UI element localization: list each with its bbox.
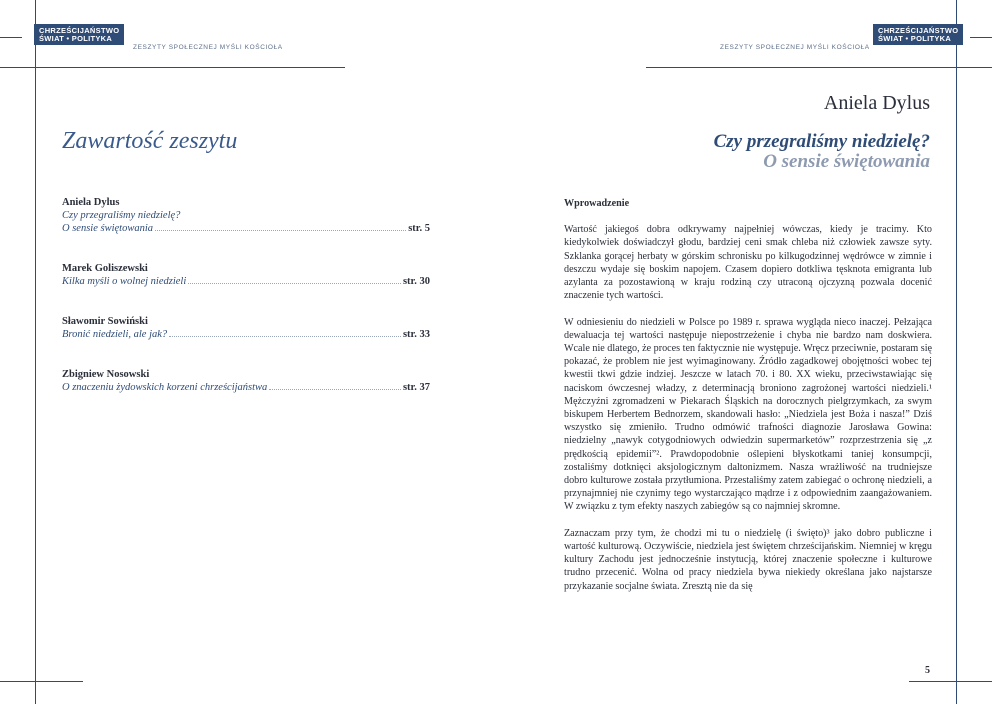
toc-title: Kilka myśli o wolnej niedzieli bbox=[62, 276, 187, 287]
paragraph: Zaznaczam przy tym, że chodzi mi tu o niedzielę (i święto)³ jako dobro publiczne i wartość kulturową. Oczywiście, niedziela jest świętem chrześcijańskim. Niemniej w kręgu kultury Zachodu jest jednocześnie instytucją, której znaczenie społeczne i kulturowe trudno przecenić. Wolna od pracy niedziela bywa niekiedy określana jako najstarsze przykazanie socjalne świata. Zresztą nie da się bbox=[564, 527, 932, 592]
toc-title: Bronić niedzieli, ale jak? bbox=[62, 329, 168, 340]
leader-dots bbox=[269, 389, 401, 390]
toc-entry[interactable] bbox=[62, 368, 430, 394]
brand-line2: ŚWIAT • POLITYKA bbox=[39, 34, 113, 43]
toc-page: str. 37 bbox=[402, 382, 430, 393]
toc-page: str. 5 bbox=[408, 223, 430, 234]
article-author: Aniela Dylus bbox=[823, 92, 930, 114]
toc-author: Marek Goliszewski bbox=[62, 263, 148, 274]
series-title: ZESZYTY SPOŁECZNEJ MYŚLI KOŚCIOŁA bbox=[133, 44, 283, 51]
toc-entry[interactable] bbox=[62, 196, 430, 235]
brand-logo bbox=[873, 24, 963, 45]
toc-author: Zbigniew Nosowski bbox=[62, 369, 150, 380]
paragraph: W odniesieniu do niedzieli w Polsce po 1989 r. sprawa wygląda nieco inaczej. Pełzająca dewaluacja tej wartości następuje niepostrzeżenie i chyba nie bardzo nam doskwiera. Wcale nie dlatego, że proces ten faktycznie nie występuje. Wręcz przeciwnie, postaram się pokazać, że problem nie jest wyimaginowany. Źródło zagadkowej obojętności wobec tej kwestii tkwi gdzie indziej. Jeszcze w latach 70. i 80. XX wieku, przeciwstawiając się naciskom ówczesnej władzy, z determinacją broniono zagrożonej wartości niedzieli.¹ Mężczyźni zgromadzeni w Piekarach Śląskich na dorocznych pielgrzymkach, za swym biskupem Herbertem Bednorzem, skandowali hasło: „Niedziela jest Boża i nasza!” Dziś wszystko się zmieniło. Trudno odmówić trafności diagnozie Jarosława Gowina: niedzielny „nawyk cotygodniowych odwiedzin supermarketów” rozprzestrzenia się „z prędkością epidemii”². Prawdopodobnie oślepieni błyskotkami taniej konsumpcji, zostaliśmy dotknięci aksjologicznym daltonizmem. Nasza wrażliwość na trudniejsze dobro kulturowe została przytłumiona. Przestaliśmy zatem zabiegać o ochronę niedzieli, a przynajmniej nie czynimy tego wystarczająco mądrze i z odpowiednim zaangażowaniem. W związku z tym efekty naszych zabiegów są co najmniej skromne. bbox=[564, 316, 932, 513]
right-page bbox=[496, 0, 992, 704]
brand-line1: CHRZEŚCIJAŃSTWO bbox=[878, 26, 959, 35]
crop-mark bbox=[0, 37, 22, 38]
section-heading: Wprowadzenie bbox=[564, 198, 630, 209]
series-title: ZESZYTY SPOŁECZNEJ MYŚLI KOŚCIOŁA bbox=[720, 44, 870, 51]
brand-line2: ŚWIAT • POLITYKA bbox=[878, 34, 952, 43]
leader-dots bbox=[155, 230, 406, 231]
brand-line1: CHRZEŚCIJAŃSTWO bbox=[39, 26, 120, 35]
toc-author: Sławomir Sowiński bbox=[62, 316, 148, 327]
toc-row bbox=[62, 275, 430, 288]
toc-row bbox=[62, 381, 430, 394]
toc-entry[interactable] bbox=[62, 262, 430, 288]
crop-mark bbox=[970, 37, 992, 38]
paragraph: Wartość jakiegoś dobra odkrywamy najpełniej wówczas, kiedy je tracimy. Kto kiedykolwiek doświadczył głodu, bardziej ceni smak chleba niż człowiek zawsze syty. Szklanka gorącej herbaty w górskim schronisku po kilkugodzinnej wędrówce w zimnie i deszczu wydaje się boskim napojem. Czasem dopiero dotkliwa tęsknota emigranta lub azylanta za pozostawioną w kraju rodziną czy utraconą ojczyzną pozwala docenić znaczenie tych wartości. bbox=[564, 224, 932, 302]
footer-rule bbox=[909, 681, 992, 682]
header-rule bbox=[646, 67, 992, 68]
article-body bbox=[564, 197, 932, 606]
toc-page: str. 30 bbox=[402, 276, 430, 287]
article-title-line1: Czy przegraliśmy niedzielę? bbox=[713, 131, 930, 152]
crop-line-left bbox=[35, 0, 36, 704]
brand-logo bbox=[34, 24, 124, 45]
page-number: 5 bbox=[925, 665, 930, 676]
toc-heading: Zawartość zeszytu bbox=[62, 128, 238, 154]
toc-title: O sensie świętowania bbox=[62, 223, 153, 234]
crop-line-right bbox=[956, 0, 957, 704]
toc-page: str. 33 bbox=[402, 329, 430, 340]
footer-rule bbox=[0, 681, 83, 682]
article-title bbox=[714, 132, 930, 172]
toc-row bbox=[62, 222, 430, 235]
header-rule bbox=[0, 67, 345, 68]
toc-title: O znaczeniu żydowskich korzeni chrześcijaństwa bbox=[62, 382, 268, 393]
toc-title-line: Czy przegraliśmy niedzielę? bbox=[62, 210, 181, 221]
toc-author: Aniela Dylus bbox=[62, 197, 120, 208]
leader-dots bbox=[169, 336, 401, 337]
article-title-line2: O sensie świętowania bbox=[763, 151, 930, 172]
table-of-contents bbox=[62, 196, 430, 421]
toc-row bbox=[62, 328, 430, 341]
toc-entry[interactable] bbox=[62, 315, 430, 341]
leader-dots bbox=[188, 283, 401, 284]
